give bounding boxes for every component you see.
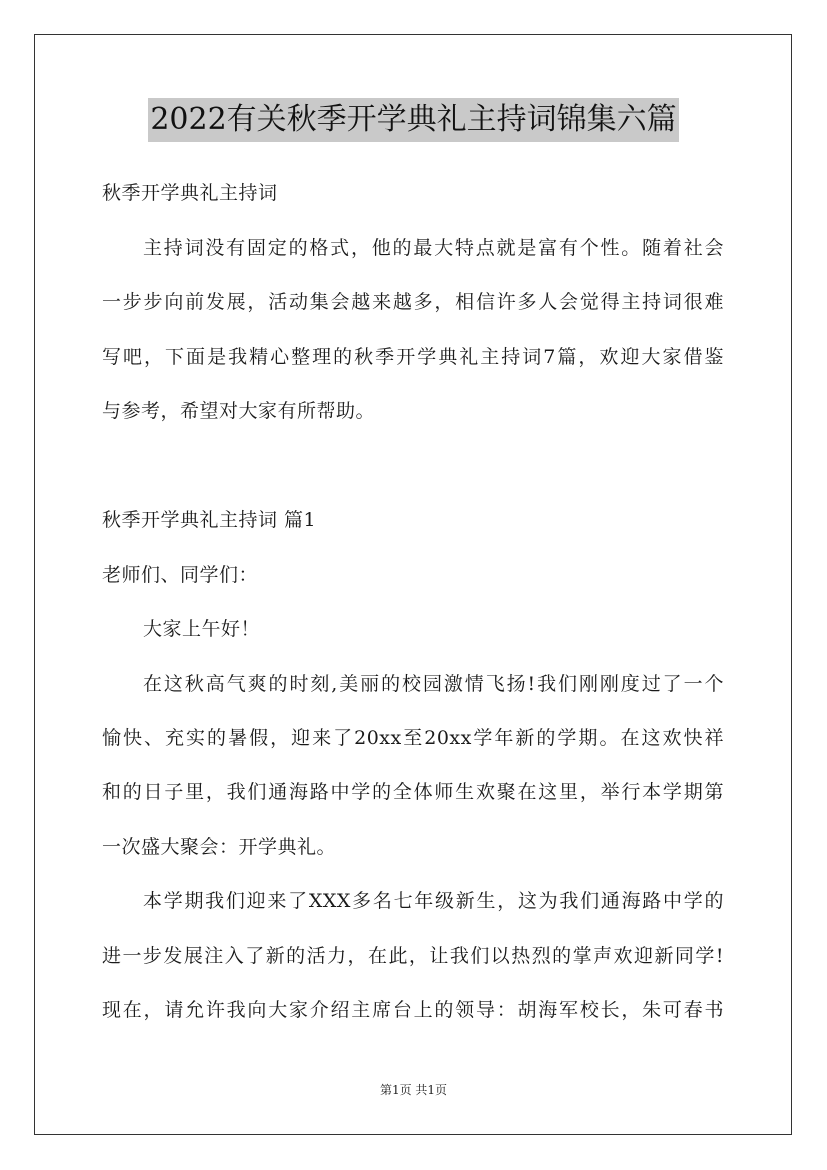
document-title: 2022有关秋季开学典礼主持词锦集六篇: [148, 98, 678, 142]
paragraph-line: 现在，请允许我向大家介绍主席台上的领导：胡海军校长，朱可春书: [102, 999, 724, 1021]
paragraph-line: 愉快、充实的暑假，迎来了20xx至20xx学年新的学期。在这欢快祥: [102, 727, 724, 749]
greeting: 大家上午好！: [143, 618, 261, 640]
section-heading: 秋季开学典礼主持词: [102, 182, 278, 204]
paragraph-line: 进一步发展注入了新的活力，在此，让我们以热烈的掌声欢迎新同学!: [102, 945, 724, 967]
paragraph-line: 一步步向前发展，活动集会越来越多，相信许多人会觉得主持词很难: [102, 291, 724, 313]
paragraph-line: 写吧，下面是我精心整理的秋季开学典礼主持词7篇，欢迎大家借鉴: [102, 346, 724, 368]
paragraph-line: 本学期我们迎来了XXX多名七年级新生，这为我们通海路中学的: [143, 890, 724, 912]
paragraph-line: 在这秋高气爽的时刻,美丽的校园激情飞扬!我们刚刚度过了一个: [143, 673, 724, 695]
paragraph-line: 主持词没有固定的格式，他的最大特点就是富有个性。随着社会: [143, 237, 724, 259]
paragraph-line: 一次盛大聚会：开学典礼。: [102, 836, 337, 858]
page-footer: 第1页 共1页: [379, 1083, 448, 1097]
paragraph-line: 和的日子里，我们通海路中学的全体师生欢聚在这里，举行本学期第: [102, 781, 724, 803]
paragraph-line: 与参考，希望对大家有所帮助。: [102, 400, 376, 422]
title-container: [0, 98, 827, 142]
section-heading: 秋季开学典礼主持词 篇1: [102, 509, 317, 531]
salutation: 老师们、同学们：: [102, 564, 259, 586]
